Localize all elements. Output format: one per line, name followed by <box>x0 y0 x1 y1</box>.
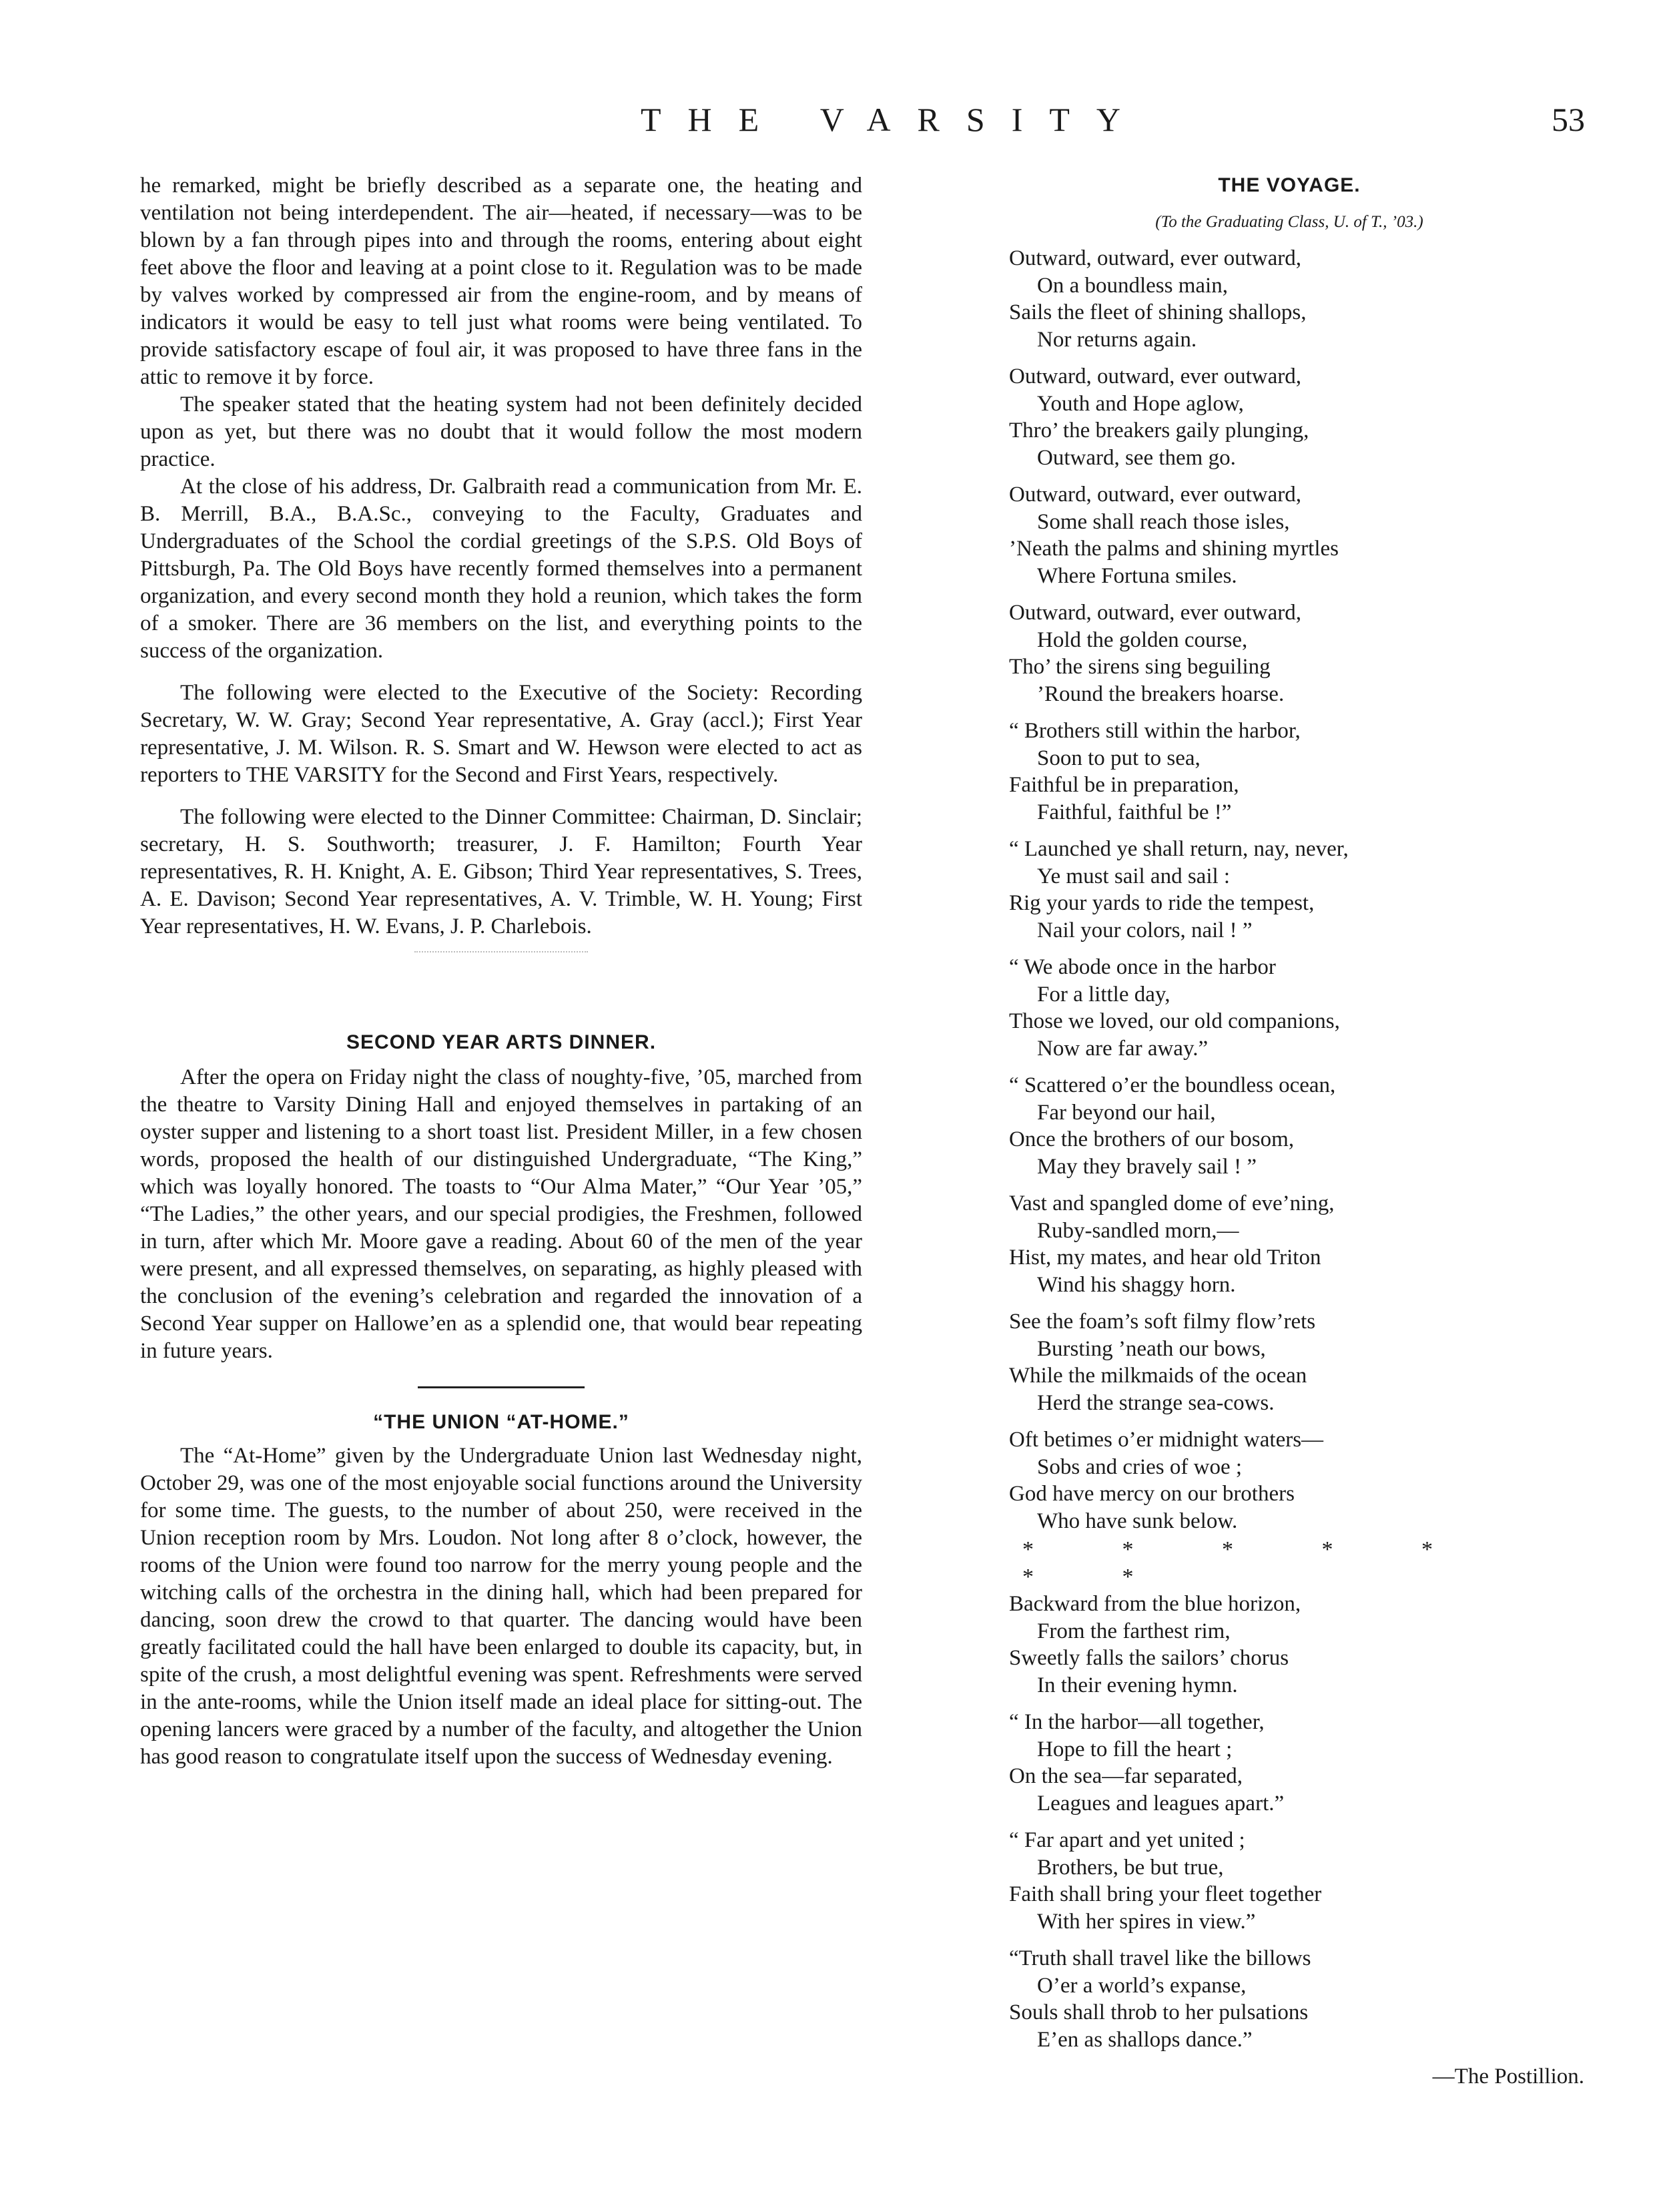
poem-line: Sails the fleet of shining shallops, <box>1009 300 1307 324</box>
poem-line: Once the brothers of our bosom, <box>1009 1127 1295 1151</box>
section-divider <box>414 951 588 954</box>
poem-line: Nail your colors, nail ! ” <box>1037 918 1253 942</box>
poem-line: Now are far away.” <box>1037 1036 1209 1061</box>
poem-line: Who have sunk below. <box>1037 1508 1238 1533</box>
poem-line: E’en as shallops dance.” <box>1037 2027 1253 2052</box>
article-paragraph: he remarked, might be briefly described as a separate one, the heating and ventilation not being interdependent. The air—heated, if necessary—was to be blown by a fan through pipes into and through the rooms, entering about eight feet above the floor and leaving at a point close to it. Regulation was to be made by valves worked by compressed air from the engine-room, and by means of indicators it would be easy to tell just what rooms were being ventilated. To provide satisfactory escape of foul air, it was proposed to have three fans in the attic to remove it by force. <box>140 174 862 389</box>
poem-line: Tho’ the sirens sing beguiling <box>1009 655 1271 679</box>
poem-stanza <box>1009 1945 1570 2053</box>
poem-line: May they bravely sail ! ” <box>1037 1154 1257 1179</box>
poem-line: In their evening hymn. <box>1037 1673 1238 1697</box>
poem-line: For a little day, <box>1037 982 1171 1007</box>
poem-line: With her spires in view.” <box>1037 1909 1256 1934</box>
section-heading-union-at-home: “THE UNION “AT-HOME.” <box>373 1411 629 1433</box>
article-paragraph: The speaker stated that the heating system had not been definitely decided upon as yet, but there was no doubt that it would follow the most modern practice. <box>140 392 862 471</box>
running-title: THE VARSITY <box>641 101 1148 138</box>
poem-line: On a boundless main, <box>1037 273 1228 298</box>
poem-line: Vast and spangled dome of eve’ning, <box>1009 1191 1335 1215</box>
poem-line: On the sea—far separated, <box>1009 1764 1243 1788</box>
poem-line: Outward, outward, ever outward, <box>1009 364 1302 388</box>
poem-line: Oft betimes o’er midnight waters— <box>1009 1428 1324 1452</box>
poem-line: ’Round the breakers hoarse. <box>1037 681 1285 706</box>
poem-line: Ruby-sandled morn,— <box>1037 1218 1239 1243</box>
poem-line: Faith shall bring your fleet together <box>1009 1882 1322 1906</box>
poem-line: Faithful be in preparation, <box>1009 773 1239 797</box>
poem-stanza <box>1009 1591 1570 1699</box>
poem-line: Sobs and cries of woe ; <box>1037 1454 1243 1479</box>
page-number: 53 <box>1552 101 1585 138</box>
poem-stanza <box>1009 1426 1570 1535</box>
poem-line: Ye must sail and sail : <box>1037 864 1231 888</box>
poem-line: Faithful, faithful be !” <box>1037 800 1232 824</box>
section-rule <box>418 1386 585 1388</box>
article-paragraph: At the close of his address, Dr. Galbraith read a communication from Mr. E. B. Merrill, B.A., B.A.Sc., conveying to the Faculty, Graduates and Undergraduates of the School the cordial greetings of the S.P.S. Old Boys of Pittsburgh, Pa. The Old Boys have recently formed themselves into a permanent organization, and every second month they hold a reunion, which takes the form of a smoker. There are 36 members on the list, and everything points to the success of the organization. <box>140 475 862 663</box>
poem-line: Sweetly falls the sailors’ chorus <box>1009 1646 1289 1670</box>
poem-line: From the farthest rim, <box>1037 1619 1231 1643</box>
poem-line: Thro’ the breakers gaily plunging, <box>1009 419 1309 443</box>
poem-stanza <box>1009 481 1570 589</box>
poem-dedication: (To the Graduating Class, U. of T., ’03.) <box>1155 212 1423 231</box>
poem-stanza <box>1009 1190 1570 1298</box>
poem-title: THE VOYAGE. <box>1218 174 1361 196</box>
poem-line: “ We abode once in the harbor <box>1009 955 1276 979</box>
page-header <box>0 100 1665 147</box>
poem-stanza <box>1009 1827 1570 1935</box>
poem-stanzas <box>1009 245 1570 1535</box>
poem-line: Leagues and leagues apart.” <box>1037 1791 1285 1816</box>
poem-stanza <box>1009 599 1570 708</box>
stanza-separator: * * * * * * * <box>1022 1537 1474 1589</box>
poem-line: Rig your yards to ride the tempest, <box>1009 891 1315 915</box>
poem-line: Brothers, be but true, <box>1037 1855 1224 1880</box>
poem-line: While the milkmaids of the ocean <box>1009 1364 1307 1388</box>
poem-stanza <box>1009 836 1570 944</box>
poem-line: ’Neath the palms and shining myrtles <box>1009 537 1339 561</box>
poem-line: Bursting ’neath our bows, <box>1037 1336 1266 1361</box>
poem-line: Soon to put to sea, <box>1037 746 1201 770</box>
poem-line: Those we loved, our old companions, <box>1009 1009 1340 1033</box>
poem-stanza <box>1009 363 1570 471</box>
article-paragraph: The “At-Home” given by the Undergraduate Union last Wednesday night, October 29, was one of the most enjoyable social functions around the University for some time. The guests, to the number of about 250, were received in the Union reception room by Mrs. Loudon. Not long after 8 o’clock, however, the rooms of the Union were found too narrow for the merry young people and the witching calls of the orchestra in the dining hall, which had been prepared for dancing, soon drew the crowd to that quarter. The dancing would have been greatly facilitated could the hall have been enlarged to double its capacity, but, in spite of the crush, a most delightful evening was spent. Refreshments were served in the ante-rooms, while the Union itself made an ideal place for sitting-out. The opening lancers were graced by a number of the faculty, and altogether the Union has good reason to congratulate itself upon the success of Wednesday evening. <box>140 1444 862 1769</box>
poem-line: “ In the harbor—all together, <box>1009 1710 1265 1734</box>
poem-line: God have mercy on our brothers <box>1009 1482 1295 1506</box>
poem-line: Outward, outward, ever outward, <box>1009 601 1302 625</box>
poem-line: “ Launched ye shall return, nay, never, <box>1009 837 1349 861</box>
poem-line: Outward, outward, ever outward, <box>1009 483 1302 507</box>
poem-line: See the foam’s soft filmy flow’rets <box>1009 1310 1316 1334</box>
poem-line: Outward, outward, ever outward, <box>1009 246 1302 270</box>
poem-stanza <box>1009 954 1570 1062</box>
poem-line: Backward from the blue horizon, <box>1009 1592 1301 1616</box>
poem-stanza <box>1009 718 1570 826</box>
poem-stanza <box>1009 1072 1570 1180</box>
poem-stanza <box>1009 1709 1570 1817</box>
poem-line: Herd the strange sea-cows. <box>1037 1390 1275 1415</box>
poem-stanzas-continued <box>1009 1591 1570 2053</box>
poem-line: “Truth shall travel like the billows <box>1009 1946 1311 1970</box>
poem-line: Far beyond our hail, <box>1037 1100 1216 1125</box>
section-heading-arts-dinner: SECOND YEAR ARTS DINNER. <box>346 1031 657 1053</box>
poem-line: O’er a world’s expanse, <box>1037 1973 1247 1998</box>
poem-line: Some shall reach those isles, <box>1037 509 1290 534</box>
poem-line: Nor returns again. <box>1037 327 1197 352</box>
article-paragraph: The following were elected to the Dinner Committee: Chairman, D. Sinclair; secretary, H. S. Southworth; treasurer, J. F. Hamilton; Fourth Year representatives, R. H. Knight, A. E. Gibson; Third Year representatives, S. Trees, A. E. Davison; Second Year representatives, A. V. Trimble, W. H. Young; First Year representatives, H. W. Evans, J. P. Charlebois. <box>140 805 862 938</box>
poem-signature: —The Postillion. <box>1432 2064 1584 2089</box>
poem-line: Hope to fill the heart ; <box>1037 1737 1233 1761</box>
poem-line: “ Far apart and yet united ; <box>1009 1828 1245 1852</box>
poem-line: Hist, my mates, and hear old Triton <box>1009 1246 1321 1270</box>
poem-line: Outward, see them go. <box>1037 445 1236 470</box>
article-paragraph: After the opera on Friday night the class of noughty-five, ’05, marched from the theatre to Varsity Dining Hall and enjoyed themselves in partaking of an oyster supper and listening to a short toast list. President Miller, in a few chosen words, proposed the health of our distinguished Undergraduate, “The King,” which was loyally honored. The toasts to “Our Alma Mater,” “Our Year ’05,” “The Ladies,” the other years, and our special prodigies, the Freshmen, followed in turn, after which Mr. Moore gave a reading. About 60 of the men of the year were present, and all expressed themselves, on separating, as highly pleased with the conclusion of the evening’s celebration and regarded the innovation of a Second Year supper on Hallowe’en as a splendid one, that would bear repeating in future years. <box>140 1065 862 1363</box>
poem-line: Hold the golden course, <box>1037 627 1248 652</box>
poem-column <box>1009 172 1584 2091</box>
poem-line: “ Brothers still within the harbor, <box>1009 719 1301 743</box>
poem-stanza <box>1009 1308 1570 1416</box>
poem-line: Souls shall throb to her pulsations <box>1009 2000 1309 2024</box>
left-column <box>140 172 862 1771</box>
poem-line: Youth and Hope aglow, <box>1037 391 1244 416</box>
article-paragraph: The following were elected to the Executive of the Society: Recording Secretary, W. W. Gray; Second Year representative, A. Gray (accl.); First Year representative, J. M. Wilson. R. S. Smart and W. Hewson were elected to act as reporters to THE VARSITY for the Second and First Years, respectively. <box>140 681 862 787</box>
poem-line: Where Fortuna smiles. <box>1037 563 1237 588</box>
poem-line: Wind his shaggy horn. <box>1037 1272 1236 1297</box>
poem-line: “ Scattered o’er the boundless ocean, <box>1009 1073 1336 1097</box>
poem-stanza <box>1009 245 1570 353</box>
